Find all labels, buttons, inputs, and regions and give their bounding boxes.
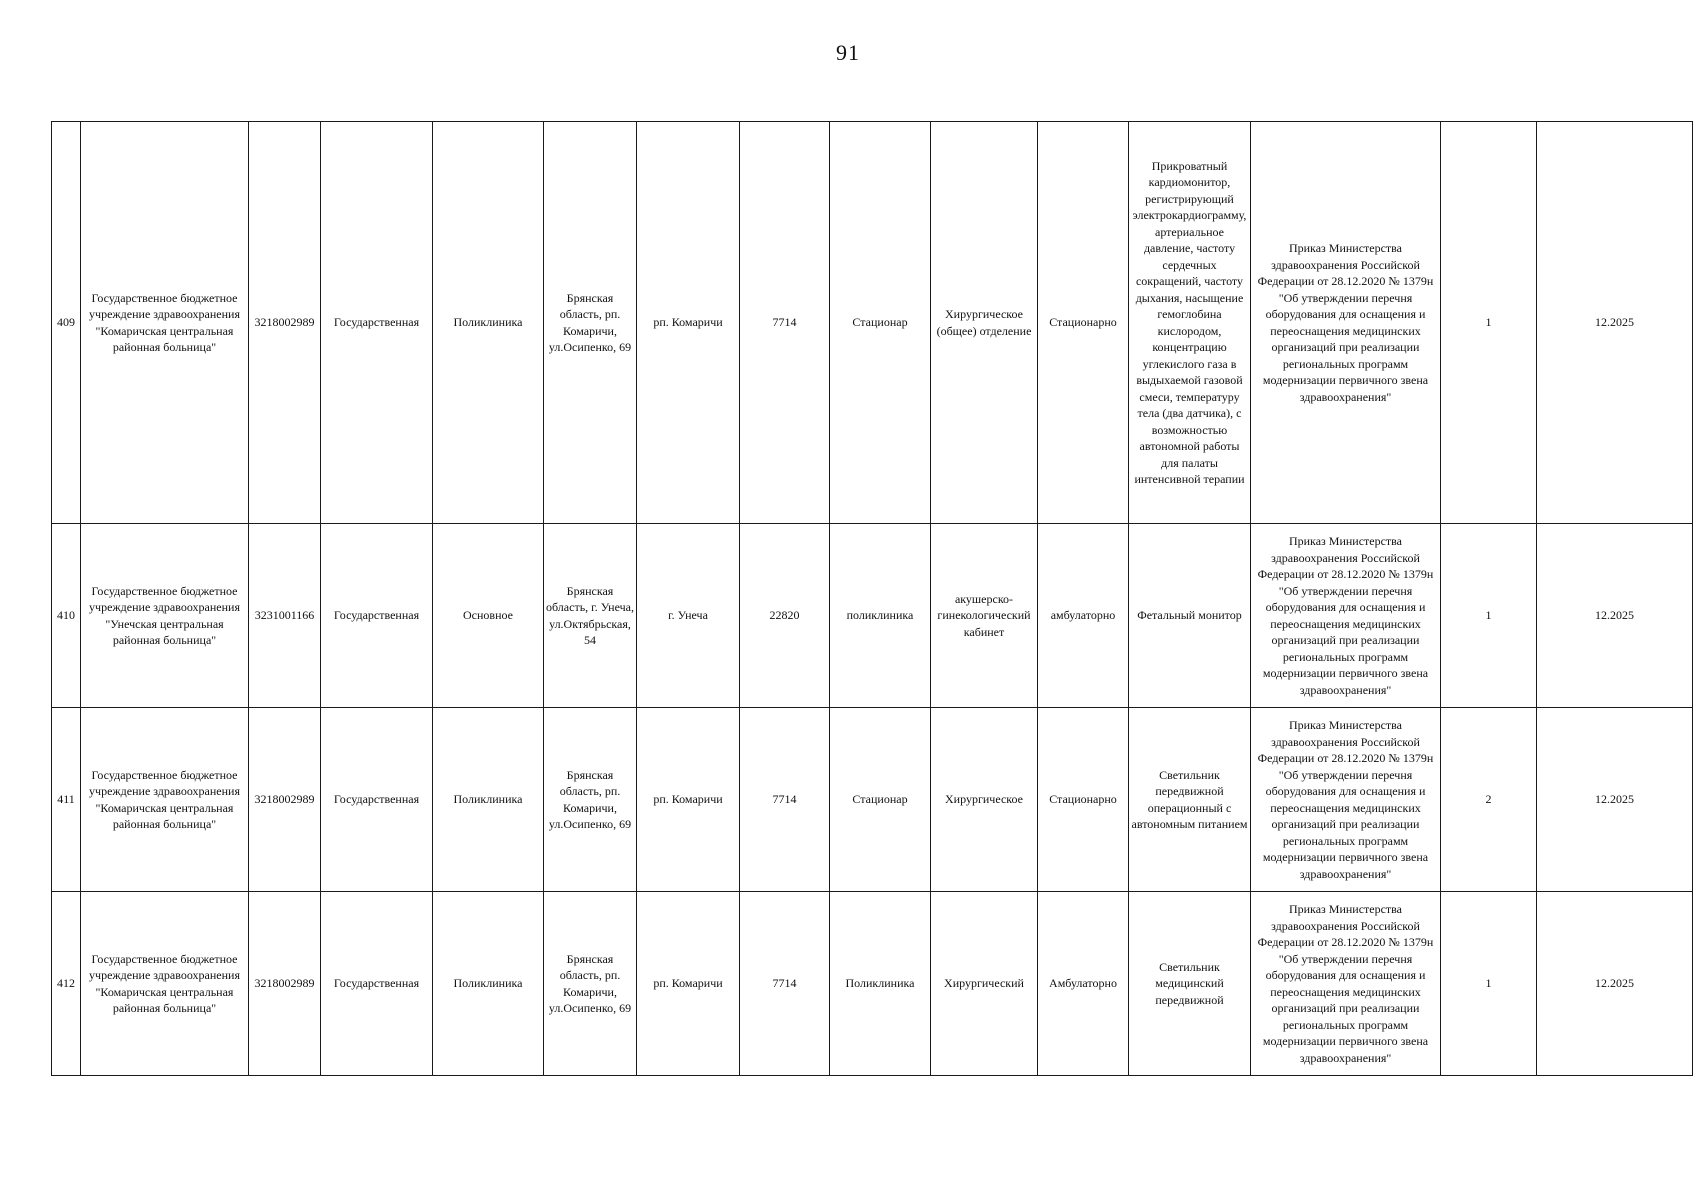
page-number: 91 xyxy=(836,40,860,65)
locality: рп. Комаричи xyxy=(637,892,740,1076)
address: Брянская область, г. Унеча, ул.Октябрьская, 54 xyxy=(544,524,637,708)
legal-basis: Приказ Министерства здравоохранения Российской Федерации от 28.12.2020 № 1379н "Об утверждении перечня оборудования для оснащения и переоснащения медицинских организаций при реализации региональных программ модернизации первичного звена здравоохранения" xyxy=(1251,122,1441,524)
row-number: 412 xyxy=(52,892,81,1076)
ownership-form: Государственная xyxy=(321,524,433,708)
table-row xyxy=(52,122,1693,524)
address: Брянская область, рп. Комаричи, ул.Осипенко, 69 xyxy=(544,708,637,892)
locality: г. Унеча xyxy=(637,524,740,708)
facility-type: Основное xyxy=(433,524,544,708)
row-number: 411 xyxy=(52,708,81,892)
population: 22820 xyxy=(740,524,830,708)
ownership-form: Государственная xyxy=(321,892,433,1076)
unit: Поликлиника xyxy=(830,892,931,1076)
quantity: 1 xyxy=(1441,524,1537,708)
delivery-date: 12.2025 xyxy=(1537,122,1693,524)
delivery-date: 12.2025 xyxy=(1537,524,1693,708)
equipment-name: Светильник передвижной операционный с автономным питанием xyxy=(1129,708,1251,892)
unit: поликлиника xyxy=(830,524,931,708)
equipment-registry-table xyxy=(51,121,1693,1076)
facility-type: Поликлиника xyxy=(433,708,544,892)
inn-code: 3218002989 xyxy=(249,122,321,524)
locality: рп. Комаричи xyxy=(637,708,740,892)
legal-basis: Приказ Министерства здравоохранения Российской Федерации от 28.12.2020 № 1379н "Об утверждении перечня оборудования для оснащения и переоснащения медицинских организаций при реализации региональных программ модернизации первичного звена здравоохранения" xyxy=(1251,708,1441,892)
delivery-date: 12.2025 xyxy=(1537,892,1693,1076)
inn-code: 3218002989 xyxy=(249,892,321,1076)
legal-basis: Приказ Министерства здравоохранения Российской Федерации от 28.12.2020 № 1379н "Об утверждении перечня оборудования для оснащения и переоснащения медицинских организаций при реализации региональных программ модернизации первичного звена здравоохранения" xyxy=(1251,524,1441,708)
care-form: Стационарно xyxy=(1038,122,1129,524)
care-form: Амбулаторно xyxy=(1038,892,1129,1076)
population: 7714 xyxy=(740,892,830,1076)
unit: Стационар xyxy=(830,708,931,892)
organization-name: Государственное бюджетное учреждение здравоохранения "Комаричская центральная районная больница" xyxy=(81,122,249,524)
quantity: 1 xyxy=(1441,122,1537,524)
facility-type: Поликлиника xyxy=(433,892,544,1076)
table-row xyxy=(52,708,1693,892)
unit: Стационар xyxy=(830,122,931,524)
facility-type: Поликлиника xyxy=(433,122,544,524)
legal-basis: Приказ Министерства здравоохранения Российской Федерации от 28.12.2020 № 1379н "Об утверждении перечня оборудования для оснащения и переоснащения медицинских организаций при реализации региональных программ модернизации первичного звена здравоохранения" xyxy=(1251,892,1441,1076)
organization-name: Государственное бюджетное учреждение здравоохранения "Комаричская центральная районная больница" xyxy=(81,892,249,1076)
locality: рп. Комаричи xyxy=(637,122,740,524)
department: Хирургический xyxy=(931,892,1038,1076)
ownership-form: Государственная xyxy=(321,122,433,524)
address: Брянская область, рп. Комаричи, ул.Осипенко, 69 xyxy=(544,122,637,524)
organization-name: Государственное бюджетное учреждение здравоохранения "Комаричская центральная районная больница" xyxy=(81,708,249,892)
delivery-date: 12.2025 xyxy=(1537,708,1693,892)
department: Хирургическое xyxy=(931,708,1038,892)
department: Хирургическое (общее) отделение xyxy=(931,122,1038,524)
ownership-form: Государственная xyxy=(321,708,433,892)
population: 7714 xyxy=(740,708,830,892)
table-row xyxy=(52,524,1693,708)
registry-table-container xyxy=(51,121,1693,1076)
address: Брянская область, рп. Комаричи, ул.Осипенко, 69 xyxy=(544,892,637,1076)
organization-name: Государственное бюджетное учреждение здравоохранения "Унечская центральная районная больница" xyxy=(81,524,249,708)
row-number: 409 xyxy=(52,122,81,524)
equipment-name: Прикроватный кардиомонитор, регистрирующий электрокардиограмму, артериальное давление, частоту сердечных сокращений, частоту дыхания, насыщение гемоглобина кислородом, концентрацию углекислого газа в выдыхаемой газовой смеси, температуру тела (два датчика), с возможностью автономной работы для палаты интенсивной терапии xyxy=(1129,122,1251,524)
department: акушерско-гинекологический кабинет xyxy=(931,524,1038,708)
equipment-name: Светильник медицинский передвижной xyxy=(1129,892,1251,1076)
care-form: амбулаторно xyxy=(1038,524,1129,708)
inn-code: 3218002989 xyxy=(249,708,321,892)
row-number: 410 xyxy=(52,524,81,708)
equipment-name: Фетальный монитор xyxy=(1129,524,1251,708)
quantity: 2 xyxy=(1441,708,1537,892)
care-form: Стационарно xyxy=(1038,708,1129,892)
table-row xyxy=(52,892,1693,1076)
population: 7714 xyxy=(740,122,830,524)
inn-code: 3231001166 xyxy=(249,524,321,708)
quantity: 1 xyxy=(1441,892,1537,1076)
